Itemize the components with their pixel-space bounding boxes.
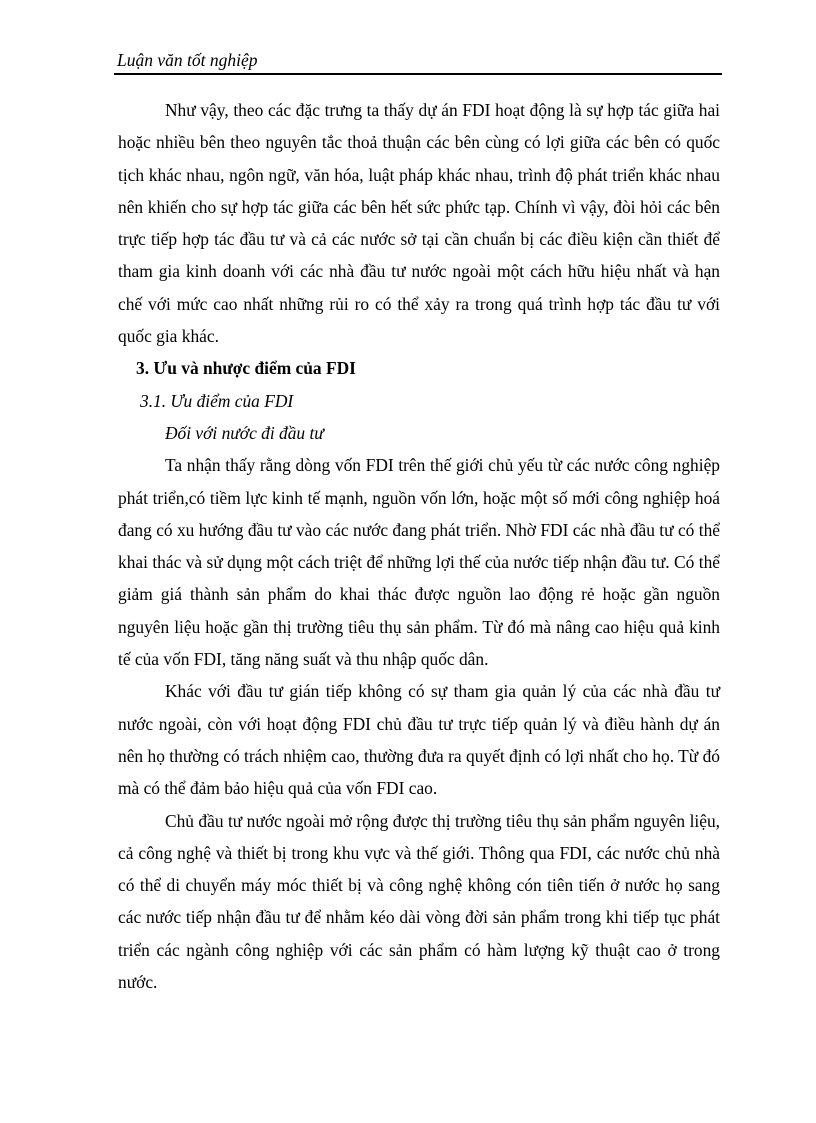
document-body xyxy=(118,94,720,998)
page-header xyxy=(114,48,722,75)
paragraph-market-expansion: Chủ đầu tư nước ngoài mở rộng được thị trường tiêu thụ sản phẩm nguyên liệu, cả công nghệ và thiết bị trong khu vực và thế giới. Thông qua FDI, các nước chủ nhà có thể di chuyển máy móc thiết bị và công nghệ không cón tiên tiến ở nước họ sang các nước tiếp nhận đầu tư để nhằm kéo dài vòng đời sản phẩm trong khi tiếp tục phát triển các ngành công nghiệp với các sản phẩm có hàm lượng kỹ thuật cao ở trong nước. xyxy=(118,810,720,993)
section-heading-3: 3. Ưu và nhược điểm của FDI xyxy=(136,358,356,379)
paragraph-intro: Như vậy, theo các đặc trưng ta thấy dự án FDI hoạt động là sự hợp tác giữa hai hoặc nhiều bên theo nguyên tắc thoả thuận các bên cùng có lợi giữa các bên có quốc tịch khác nhau, ngôn ngữ, văn hóa, luật pháp khác nhau, trình độ phát triển khác nhau nên khiến cho sự hợp tác giữa các bên hết sức phức tạp. Chính vì vậy, đòi hỏi các bên trực tiếp hợp tác đầu tư và cả các nước sở tại cần chuẩn bị các điều kiện cần thiết để tham gia kinh doanh với các nhà đầu tư nước ngoài một cách hữu hiệu nhất và hạn chế với mức cao nhất những rủi ro có thể xảy ra trong quá trình hợp tác đầu tư với quốc gia khác. xyxy=(118,100,720,347)
header-title: Luận văn tốt nghiệp xyxy=(117,50,258,70)
subheading-investing-country: Đối với nước đi đầu tư xyxy=(165,422,324,443)
paragraph-fdi-flows: Ta nhận thấy rằng dòng vốn FDI trên thế giới chủ yếu từ các nước công nghiệp phát triển,có tiềm lực kinh tế mạnh, nguồn vốn lớn, hoặc một số mới công nghiệp hoá đang có xu hướng đầu tư vào các nước đang phát triển. Nhờ FDI các nhà đầu tư có thể khai thác và sử dụng một cách triệt để những lợi thế của nước tiếp nhận đầu tư. Có thể giảm giá thành sản phẩm do khai thác được nguồn lao động rẻ hoặc gần nguồn nguyên liệu hoặc gần thị trường tiêu thụ sản phẩm. Từ đó mà nâng cao hiệu quả kinh tế của vốn FDI, tăng năng suất và thu nhập quốc dân. xyxy=(118,455,720,670)
subsection-heading-3-1: 3.1. Ưu điểm của FDI xyxy=(140,390,294,411)
paragraph-direct-management: Khác với đầu tư gián tiếp không có sự tham gia quản lý của các nhà đầu tư nước ngoài, còn với hoạt động FDI chủ đầu tư trực tiếp quản lý và điều hành dự án nên họ thường có trách nhiệm cao, thường đưa ra quyết định có lợi nhất cho họ. Từ đó mà có thể đảm bảo hiệu quả của vốn FDI cao. xyxy=(118,681,720,799)
